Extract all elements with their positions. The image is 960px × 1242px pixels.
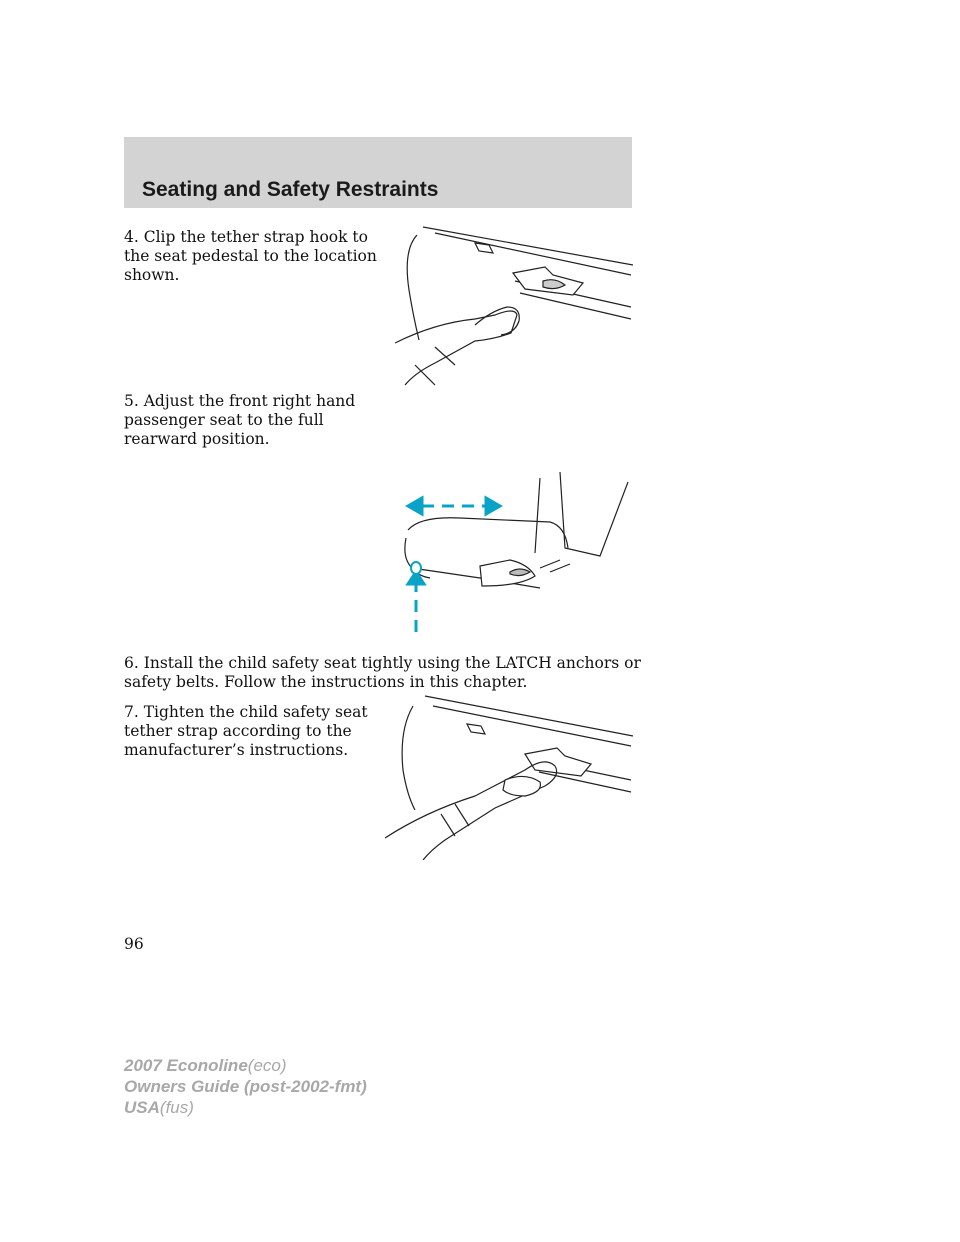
footer-model: 2007 Econoline (124, 1056, 248, 1075)
footer-line-1 (124, 1055, 367, 1076)
section-title: Seating and Safety Restraints (142, 178, 439, 201)
tether-hook-clip-illustration (395, 215, 635, 395)
step-6-text: 6. Install the child safety seat tightly using the LATCH anchors or safety belts. Follow the instructions in this chapter. (124, 654, 641, 691)
step-4-text: 4. Clip the tether strap hook to the seat pedestal to the location shown. (124, 228, 377, 284)
seat-adjust-illustration (400, 468, 635, 638)
section-header-band (124, 137, 632, 208)
document-footer (124, 1055, 367, 1118)
footer-guide: Owners Guide (post-2002-fmt) (124, 1077, 367, 1096)
tether-tighten-illustration (385, 690, 635, 860)
page-number: 96 (124, 935, 144, 953)
footer-line-3 (124, 1097, 367, 1118)
footer-line-2 (124, 1076, 367, 1097)
step-7-text: 7. Tighten the child safety seat tether strap according to the manufacturer’s instructions. (124, 703, 368, 759)
footer-region: USA (124, 1098, 160, 1117)
step-5-text: 5. Adjust the front right hand passenger seat to the full rearward position. (124, 392, 356, 448)
footer-model-code: (eco) (247, 1056, 287, 1075)
footer-region-code: (fus) (159, 1098, 194, 1117)
